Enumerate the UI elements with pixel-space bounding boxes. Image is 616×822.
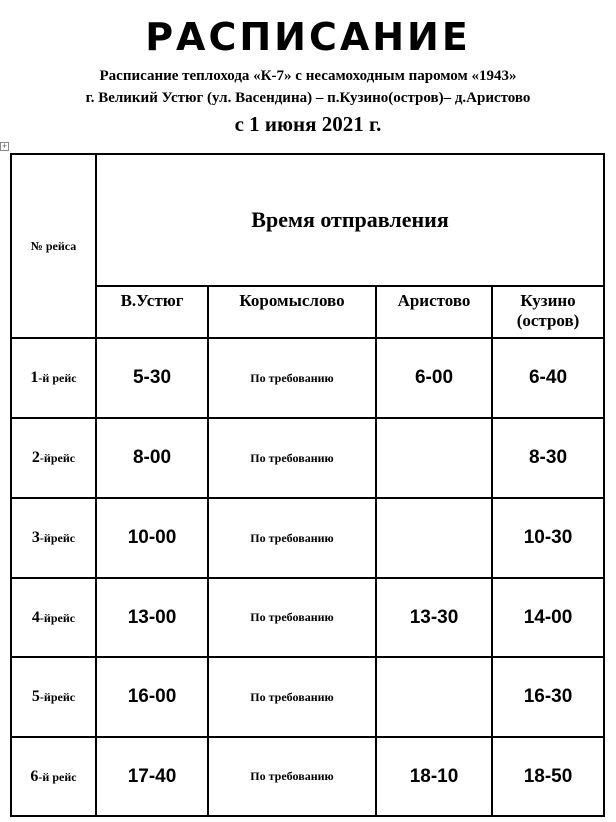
trip-number: 1 <box>30 369 39 386</box>
column-header-kuzino: Кузино (остров) <box>492 286 604 338</box>
trip-number-cell <box>11 737 96 816</box>
column-header-aristovo: Аристово <box>376 286 492 338</box>
trip-number-cell <box>11 338 96 418</box>
table-row <box>11 498 604 578</box>
trip-number: 6 <box>30 767 39 785</box>
trip-number: 2 <box>31 449 40 466</box>
column-header-koromyslovo: Коромыслово <box>208 286 376 338</box>
time-kuzino: 14-00 <box>492 578 604 657</box>
trip-suffix: -й рейс <box>38 371 77 385</box>
table-row <box>11 338 604 418</box>
trip-suffix: -йрейс <box>39 690 76 704</box>
time-koromyslovo: По требованию <box>208 338 376 418</box>
subtitle-vessel: Расписание теплохода «К-7» с несамоходным паромом «1943» <box>99 68 517 84</box>
time-kuzino: 6-40 <box>492 338 604 418</box>
trip-number-header: № рейса <box>11 154 96 338</box>
table-row <box>11 657 604 737</box>
trip-suffix: -йрейс <box>39 451 76 465</box>
effective-date: с 1 июня 2021 г. <box>234 112 382 136</box>
trip-suffix: -йрейс <box>39 531 76 545</box>
column-header-ustyug: В.Устюг <box>96 286 208 338</box>
time-kuzino: 18-50 <box>492 737 604 816</box>
table-row <box>11 737 604 816</box>
trip-number: 5 <box>31 688 40 705</box>
time-ustyug: 16-00 <box>96 657 208 737</box>
subtitle-route: г. Великий Устюг (ул. Васендина) – п.Кузино(остров)– д.Аристово <box>85 90 531 106</box>
table-columns-row <box>11 286 604 338</box>
time-aristovo <box>376 657 492 737</box>
trip-suffix: -йрейс <box>39 610 76 625</box>
time-aristovo: 18-10 <box>376 737 492 816</box>
time-aristovo: 13-30 <box>376 578 492 657</box>
trip-number: 3 <box>31 529 40 546</box>
time-ustyug: 17-40 <box>96 737 208 816</box>
time-aristovo <box>376 418 492 498</box>
trip-number-cell <box>11 578 96 657</box>
move-anchor-icon: + <box>1 142 8 150</box>
time-koromyslovo: По требованию <box>208 737 376 816</box>
time-aristovo <box>376 498 492 578</box>
time-koromyslovo: По требованию <box>208 578 376 657</box>
time-ustyug: 5-30 <box>96 338 208 418</box>
time-aristovo: 6-00 <box>376 338 492 418</box>
trip-suffix: -й рейс <box>38 769 77 784</box>
table-row <box>11 578 604 657</box>
trip-number-cell <box>11 657 96 737</box>
trip-number: 4 <box>31 608 40 626</box>
time-ustyug: 13-00 <box>96 578 208 657</box>
time-kuzino: 16-30 <box>492 657 604 737</box>
time-kuzino: 8-30 <box>492 418 604 498</box>
table-header-row <box>11 154 604 286</box>
schedule-table <box>10 153 605 817</box>
time-koromyslovo: По требованию <box>208 498 376 578</box>
time-ustyug: 10-00 <box>96 498 208 578</box>
departure-time-header: Время отправления <box>96 154 604 286</box>
trip-number-cell <box>11 498 96 578</box>
trip-number-cell <box>11 418 96 498</box>
table-row <box>11 418 604 498</box>
time-ustyug: 8-00 <box>96 418 208 498</box>
time-kuzino: 10-30 <box>492 498 604 578</box>
time-koromyslovo: По требованию <box>208 657 376 737</box>
page-title: РАСПИСАНИЕ <box>145 15 471 59</box>
time-koromyslovo: По требованию <box>208 418 376 498</box>
